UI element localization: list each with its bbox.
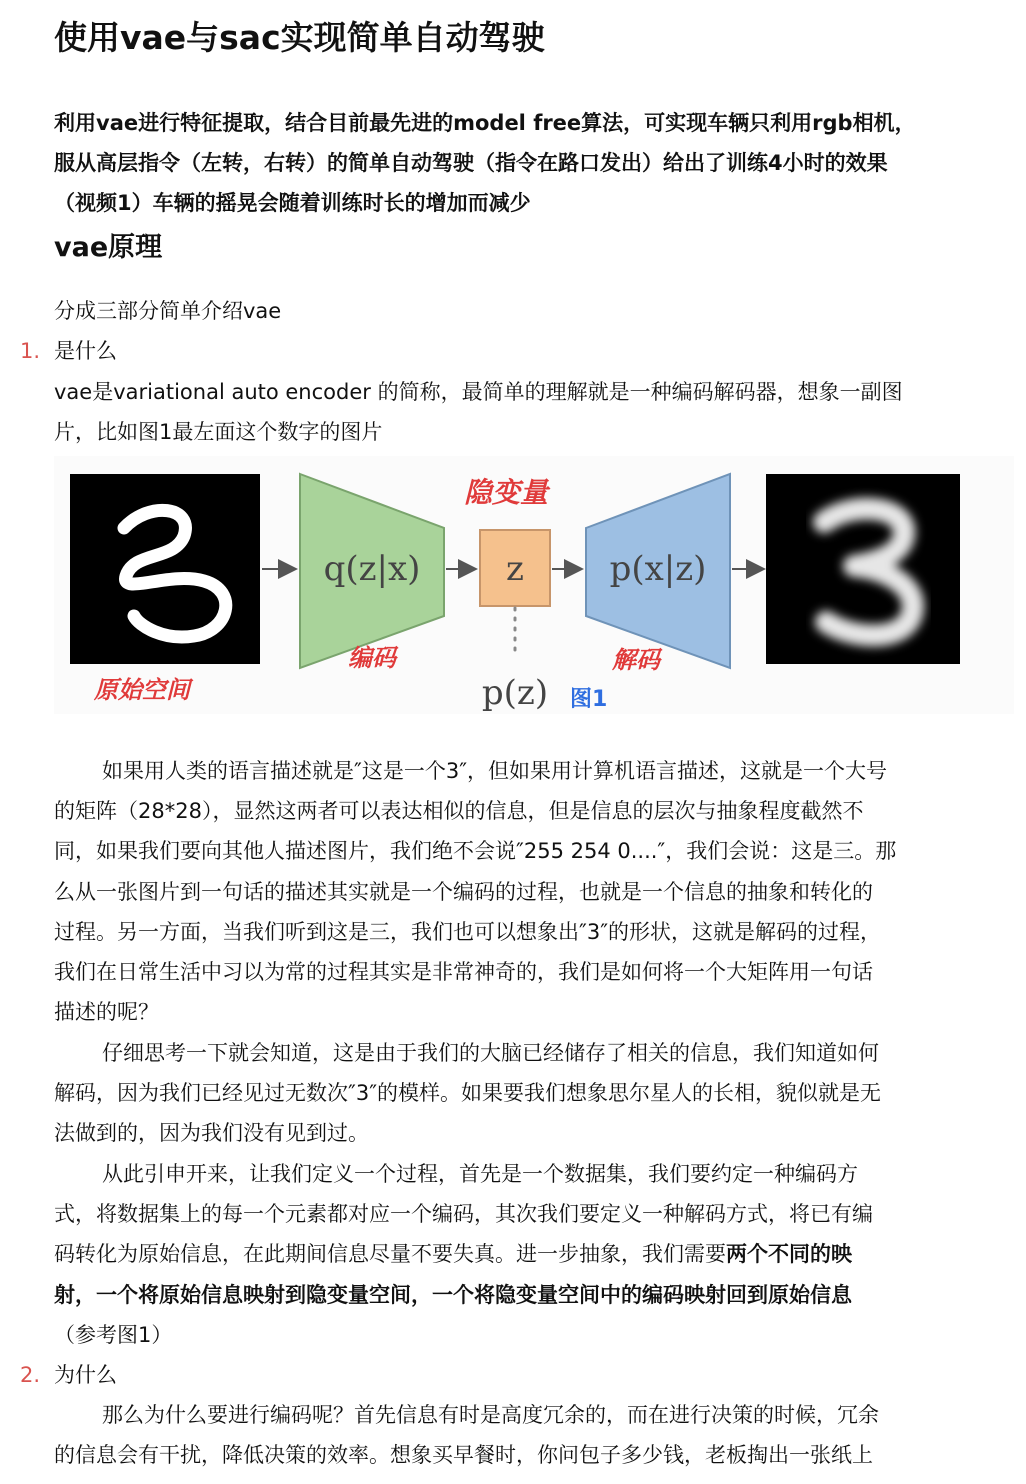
paragraph-line: 仔细思考一下就会知道，这是由于我们的大脑已经储存了相关的信息，我们知道如何 [102, 1041, 879, 1065]
paragraph-line: 如果用人类的语言描述就是″这是一个3″，但如果用计算机语言描述，这就是一个大号 [102, 759, 888, 783]
annotation-decode: 解码 [612, 646, 660, 674]
reconstructed-digit-image [766, 474, 960, 664]
paragraph-line: 那么为什么要进行编码呢？首先信息有时是高度冗余的，而在进行决策的时候，冗余 [102, 1403, 879, 1427]
emphasis-text: 两个不同的映 [726, 1242, 852, 1267]
intro-line: 利用vae进行特征提取，结合目前最先进的model free算法，可实现车辆只利用rgb相机， [54, 111, 916, 135]
what-line: vae是variational auto encoder 的简称，最简单的理解就是一种编码解码器，想象一副图 [54, 380, 903, 404]
paragraph-line [54, 1234, 1016, 1274]
annotation-latent: 隐变量 [464, 476, 549, 509]
page-title: 使用vae与sac实现简单自动驾驶 [54, 18, 545, 57]
paragraph-line: 么从一张图片到一句话的描述其实就是一个编码的过程，也就是一个信息的抽象和转化的 [54, 879, 873, 904]
encoder-label: q(z|x) [323, 549, 421, 589]
what-line: 片，比如图1最左面这个数字的图片 [54, 420, 383, 445]
paragraph-line: 法做到的，因为我们没有见到过。 [54, 1121, 369, 1146]
emphasis-text: 射，一个将原始信息映射到隐变量空间，一个将隐变量空间中的编码映射回到原始信息 [54, 1282, 852, 1307]
section-intro: 分成三部分简单介绍vae [54, 299, 282, 323]
paragraph-2 [54, 1033, 1016, 1154]
intro-line: 服从高层指令（左转，右转）的简单自动驾驶（指令在路口发出）给出了训练4小时的效果 [54, 151, 888, 175]
intro-line: （视频1）车辆的摇晃会随着训练时长的增加而减少 [54, 191, 531, 215]
paragraph-3 [54, 1154, 1016, 1355]
annotation-encode: 编码 [348, 644, 396, 672]
paragraph-line: 我们在日常生活中习以为常的过程其实是非常神奇的，我们是如何将一个大矩阵用一句话 [54, 960, 873, 985]
figure-caption: 图1 [570, 687, 608, 712]
decoder-label: p(x|z) [609, 549, 707, 589]
paragraph-line: 从此引申开来，让我们定义一个过程，首先是一个数据集，我们要约定一种编码方 [102, 1162, 858, 1186]
annotation-original-space: 原始空间 [94, 676, 190, 704]
paragraph-line: 式，将数据集上的每一个元素都对应一个编码，其次我们要定义一种解码方式，将已有编 [54, 1202, 873, 1227]
vae-figure [54, 456, 1014, 714]
paragraph-line: 同，如果我们要向其他人描述图片，我们绝不会说″255 254 0....″，我们会说：这是三。那 [54, 839, 897, 864]
paragraph-line: 的矩阵（28*28），显然这两者可以表达相似的信息，但是信息的层次与抽象程度截然不 [54, 799, 864, 824]
list-number-2: 2. [20, 1363, 41, 1387]
prior-label: p(z) [481, 673, 549, 713]
latent-label: z [506, 549, 524, 589]
list-item-what: 是什么 [54, 339, 117, 363]
paragraph-line: 过程。另一方面，当我们听到这是三，我们也可以想象出″3″的形状，这就是解码的过程， [54, 919, 882, 944]
paragraph-1 [54, 751, 1016, 1032]
paragraph-text: 码转化为原始信息，在此期间信息尽量不要失真。进一步抽象，我们需要 [54, 1242, 726, 1267]
intro-paragraph [54, 103, 1016, 223]
original-digit-image [70, 474, 260, 664]
paragraph-line: 的信息会有干扰，降低决策的效率。想象买早餐时，你问包子多少钱，老板掏出一张纸上 [54, 1443, 873, 1468]
section-heading: vae原理 [54, 232, 163, 263]
what-paragraph [54, 372, 1016, 452]
list-number-1: 1. [20, 339, 41, 363]
paragraph-4 [54, 1395, 1016, 1475]
paragraph-line: 描述的呢？ [54, 1000, 159, 1025]
paragraph-line [54, 1275, 1016, 1315]
vae-diagram-svg [54, 456, 1014, 714]
list-item-why: 为什么 [54, 1363, 117, 1387]
paragraph-line: （参考图1） [54, 1322, 173, 1347]
paragraph-line: 解码，因为我们已经见过无数次″3″的模样。如果要我们想象思尔星人的长相，貌似就是无 [54, 1081, 882, 1106]
